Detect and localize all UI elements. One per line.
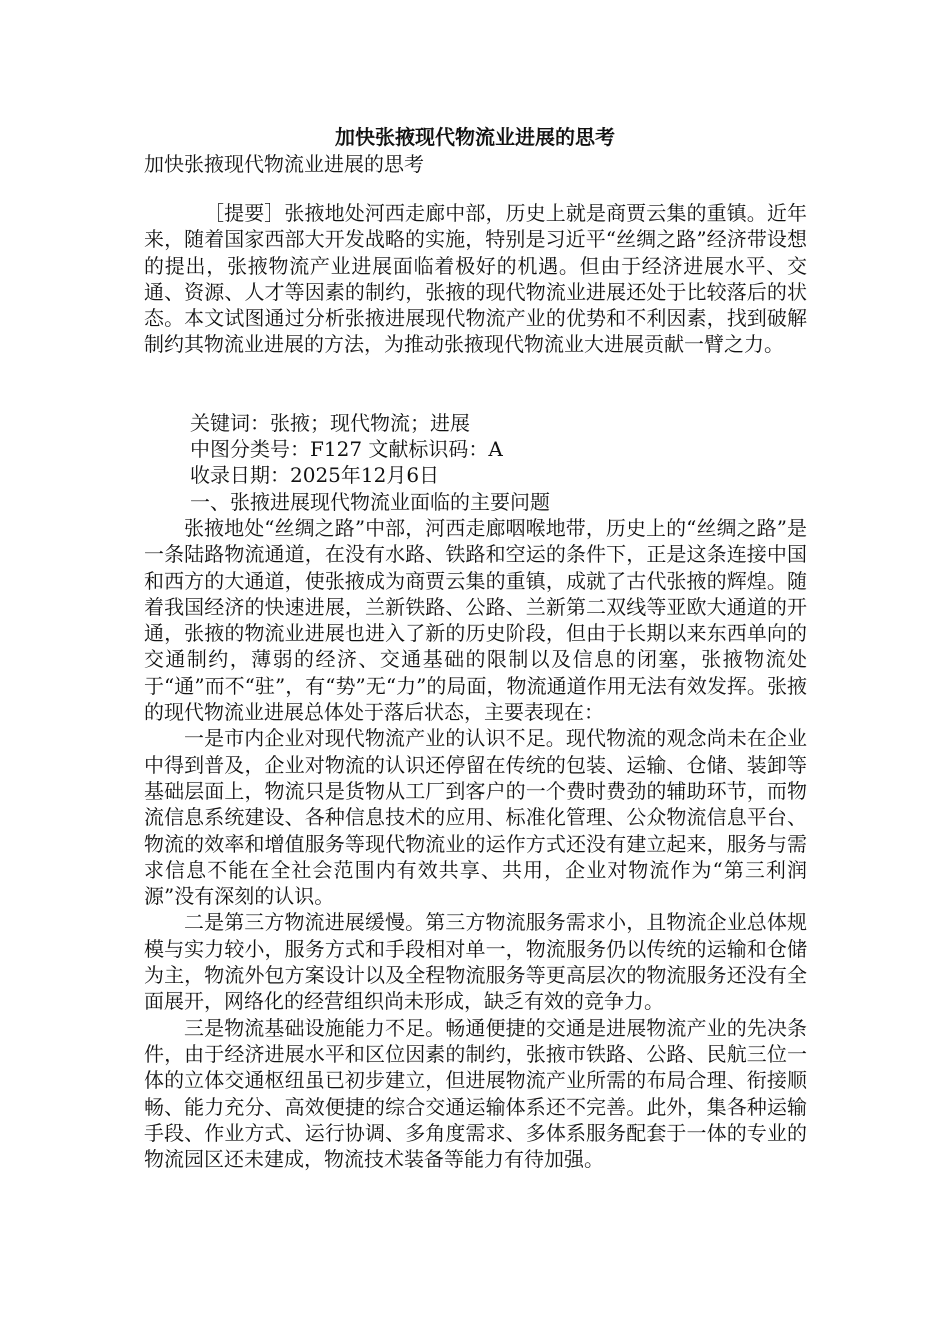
section-heading: 一、张掖进展现代物流业面临的主要问题 (190, 489, 550, 514)
body-paragraph-2: 一是市内企业对现代物流产业的认识不足。现代物流的观念尚未在企业中得到普及，企业对物流的认识还停留在传统的包装、运输、仓储、装卸等基础层面上，物流只是货物从工厂到客户的一个费时费劲的辅助环节，而物流信息系统建设、各种信息技术的应用、标准化管理、公众物流信息平台、物流的效率和增值服务等现代物流业的运作方式还没有建立起来，服务与需求信息不能在全社会范围内有效共享、共用，企业对物流作为“第三利润源”没有深刻的认识。 (144, 726, 807, 909)
body-paragraph-3: 二是第三方物流进展缓慢。第三方物流服务需求小，且物流企业总体规模与实力较小，服务方式和手段相对单一，物流服务仍以传统的运输和仓储为主，物流外包方案设计以及全程物流服务等更高层次的物流服务还没有全面展开，网络化的经营组织尚未形成，缺乏有效的竞争力。 (144, 910, 807, 1014)
document-title: 加快张掖现代物流业进展的思考 (335, 125, 615, 149)
body-paragraph-4: 三是物流基础设施能力不足。畅通便捷的交通是进展物流产业的先决条件，由于经济进展水平和区位因素的制约，张掖市铁路、公路、民航三位一体的立体交通枢纽虽已初步建立，但进展物流产业所需的布局合理、衔接顺畅、能力充分、高效便捷的综合交通运输体系还不完善。此外，集各种运输手段、作业方式、运行协调、多角度需求、多体系服务配套于一体的专业的物流园区还未建成，物流技术装备等能力有待加强。 (144, 1015, 807, 1172)
classification-line: 中图分类号：F127 文献标识码：A (190, 437, 503, 462)
body-paragraph-1: 张掖地处“丝绸之路”中部，河西走廊咽喉地带，历史上的“丝绸之路”是一条陆路物流通道，在没有水路、铁路和空运的条件下，正是这条连接中国和西方的大通道，使张掖成为商贾云集的重镇，成就了古代张掖的辉煌。随着我国经济的快速进展，兰新铁路、公路、兰新第二双线等亚欧大通道的开通，张掖的物流业进展也进入了新的历史阶段，但由于长期以来东西单向的交通制约，薄弱的经济、交通基础的限制以及信息的闭塞，张掖物流处于“通”而不“驻”，有“势”无“力”的局面，物流通道作用无法有效发挥。张掖的现代物流业进展总体处于落后状态，主要表现在： (144, 515, 807, 725)
abstract-paragraph: ［提要］张掖地处河西走廊中部，历史上就是商贾云集的重镇。近年来，随着国家西部大开发战略的实施，特别是习近平“丝绸之路”经济带设想的提出，张掖物流产业进展面临着极好的机遇。但由于经济进展水平、交通、资源、人才等因素的制约，张掖的现代物流业进展还处于比较落后的状态。本文试图通过分析张掖进展现代物流产业的优势和不利因素，找到破解制约其物流业进展的方法，为推动张掖现代物流业大进展贡献一臂之力。 (144, 201, 807, 357)
received-date-line: 收录日期：2025年12月6日 (190, 463, 440, 488)
spacer (144, 358, 807, 410)
document-subtitle: 加快张掖现代物流业进展的思考 (144, 152, 424, 176)
keywords-line: 关键词：张掖；现代物流；进展 (190, 410, 470, 435)
document-body (144, 200, 807, 1172)
